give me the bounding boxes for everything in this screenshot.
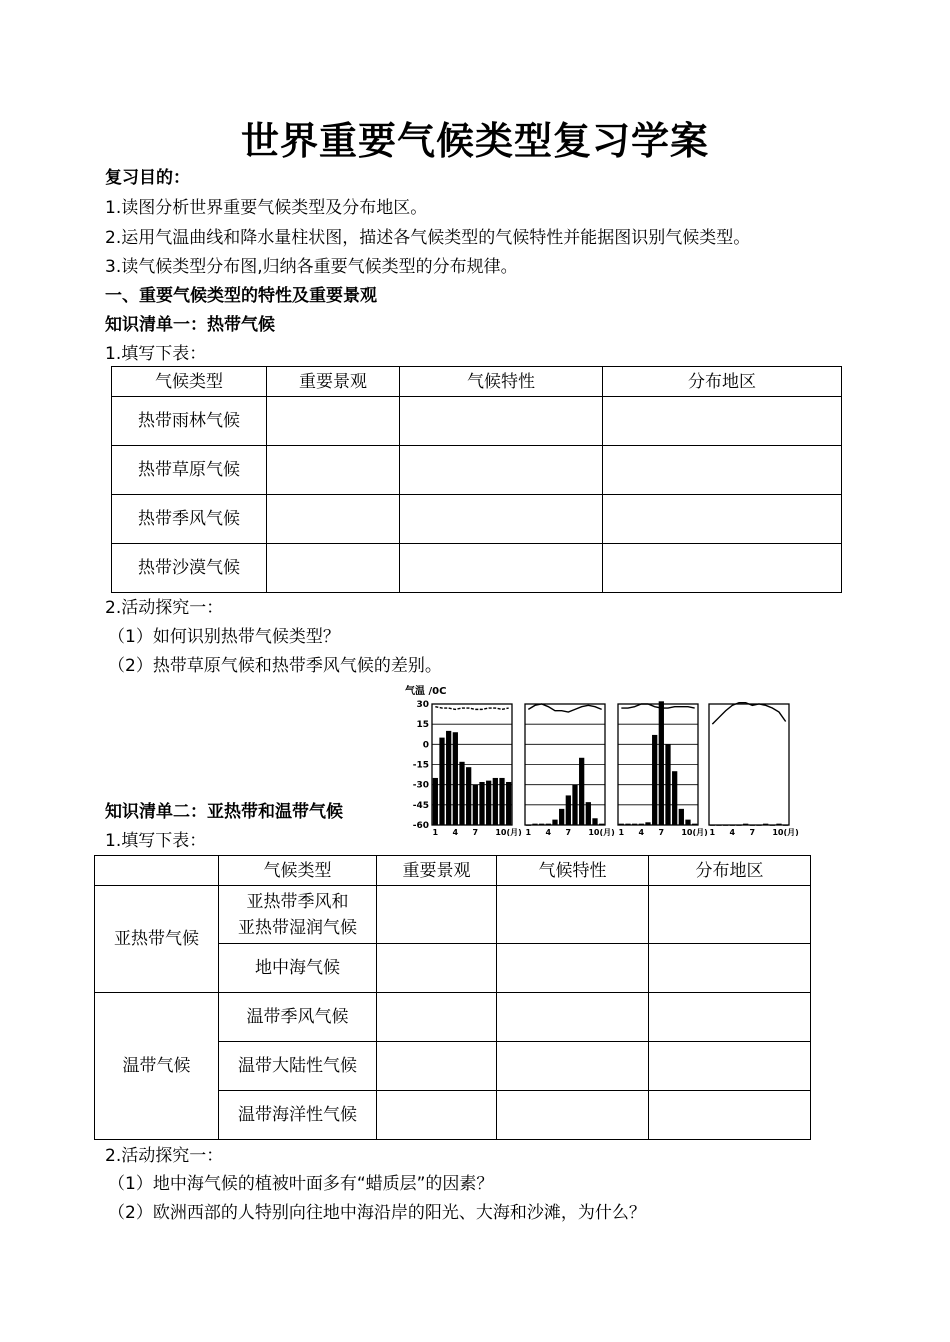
precip-bar [559,809,564,825]
table-row-label: 温带季风气候 [219,993,377,1042]
table-row-label: 热带季风气候 [112,495,267,544]
precip-bar [446,731,451,825]
table-row-label [219,886,377,944]
climate-charts [395,684,805,836]
row-label-line: 亚热带湿润气候 [238,917,357,938]
table-header: 分布地区 [603,367,842,397]
blank-cell[interactable] [377,1042,497,1091]
x-tick-label: 4 [452,828,459,836]
table-header: 气候特性 [497,856,649,886]
y-tick-label: -15 [412,760,429,771]
table-header: 重要景观 [267,367,400,397]
precip-bar [756,825,761,826]
precip-bar [750,825,755,826]
blank-cell[interactable] [377,1091,497,1140]
precip-bar [730,825,735,826]
precip-bar [453,732,458,825]
y-tick-label: -45 [412,800,429,811]
x-tick-label: 10(月) [588,828,615,836]
temperature-line [712,703,785,725]
list1-heading: 知识清单一：热带气候 [105,315,275,335]
y-tick-label: 15 [416,720,429,731]
blank-cell[interactable] [603,495,842,544]
precip-bar [783,825,788,826]
table-row-label: 热带沙漠气候 [112,544,267,593]
precip-bar [532,824,537,825]
blank-cell[interactable] [497,1042,649,1091]
precip-bar [506,782,511,825]
table-row-label: 温带大陆性气候 [219,1042,377,1091]
blank-cell[interactable] [497,993,649,1042]
blank-cell[interactable] [603,446,842,495]
precip-bar [652,735,657,825]
y-tick-label: -30 [412,780,429,791]
blank-cell[interactable] [377,993,497,1042]
precip-bar [672,771,677,825]
blank-cell[interactable] [267,397,400,446]
precip-bar [736,825,741,826]
table-header: 分布地区 [649,856,811,886]
precip-bar [493,778,498,825]
precip-bar [625,824,630,825]
precip-bar [579,758,584,825]
precip-bar [433,778,438,825]
x-tick-label: 4 [545,828,552,836]
table-header: 气候类型 [112,367,267,397]
x-tick-label: 4 [729,828,736,836]
x-tick-label: 10(月) [681,828,708,836]
precip-bar [592,818,597,825]
x-tick-label: 1 [709,828,716,836]
blank-cell[interactable] [603,544,842,593]
x-tick-label: 1 [432,828,439,836]
precip-bar [526,825,531,826]
group-label: 亚热带气候 [95,886,219,993]
blank-cell[interactable] [603,397,842,446]
precip-bar [692,824,697,825]
blank-cell[interactable] [267,446,400,495]
precip-bar [743,824,748,825]
blank-cell[interactable] [649,944,811,993]
table-row-label: 热带雨林气候 [112,397,267,446]
blank-cell[interactable] [267,495,400,544]
table-header: 气候类型 [219,856,377,886]
y-tick-label: 0 [422,740,429,751]
table-header: 气候特性 [400,367,603,397]
x-tick-label: 7 [749,828,756,836]
table-row-label: 地中海气候 [219,944,377,993]
precip-bar [639,824,644,825]
precip-bar [659,701,664,825]
blank-cell[interactable] [400,397,603,446]
precip-bar [546,824,551,825]
precip-bar [539,824,544,825]
section-heading: 一、重要气候类型的特性及重要景观 [105,286,377,306]
tropical-climate-table [111,366,842,593]
x-tick-label: 7 [658,828,665,836]
x-tick-label: 10(月) [772,828,799,836]
goal-item: 3.读气候类型分布图,归纳各重要气候类型的分布规律。 [105,257,518,277]
precip-bar [685,820,690,825]
precip-bar [776,824,781,825]
temperature-line [435,707,508,710]
precip-bar [552,820,557,825]
x-tick-label: 1 [618,828,625,836]
temperature-line [528,704,601,712]
goal-item: 2.运用气温曲线和降水量柱状图，描述各气候类型的气候特性并能据图识别气候类型。 [105,228,751,248]
precip-bar [599,824,604,825]
page-title: 世界重要气候类型复习学案 [240,119,709,163]
precip-bar [566,795,571,825]
precip-bar [665,744,670,825]
precip-bar [586,802,591,825]
blank-cell[interactable] [497,1091,649,1140]
chart-frame [709,704,789,825]
precip-bar [439,738,444,825]
y-tick-label: -60 [412,821,429,831]
table-row-label: 温带海洋性气候 [219,1091,377,1140]
activity-heading: 2.活动探究一： [105,1146,224,1166]
precip-bar [486,781,491,825]
blank-cell[interactable] [377,886,497,944]
blank-cell[interactable] [649,1042,811,1091]
x-tick-label: 4 [638,828,645,836]
group-label: 温带气候 [95,993,219,1140]
blank-cell[interactable] [497,944,649,993]
precip-bar [619,824,624,825]
x-tick-label: 10(月) [495,828,522,836]
precip-bar [466,767,471,825]
precip-bar [645,822,650,825]
blank-cell[interactable] [267,544,400,593]
blank-cell[interactable] [497,886,649,944]
list2-heading: 知识清单二：亚热带和温带气候 [105,802,343,822]
blank-cell[interactable] [400,544,603,593]
x-tick-label: 1 [525,828,532,836]
blank-cell[interactable] [400,446,603,495]
subtropical-temperate-table [94,855,811,1140]
precip-bar [632,824,637,825]
list2-fill-instruction: 1.填写下表： [105,831,207,851]
goal-item: 1.读图分析世界重要气候类型及分布地区。 [105,198,428,218]
blank-cell[interactable] [649,993,811,1042]
blank-cell[interactable] [377,944,497,993]
blank-cell[interactable] [400,495,603,544]
precip-bar [710,825,715,826]
precip-bar [763,824,768,825]
row-label-line: 亚热带季风和 [246,891,349,912]
precip-bar [679,809,684,825]
question: （1）如何识别热带气候类型？ [108,627,340,647]
table-header: 重要景观 [377,856,497,886]
activity-heading: 2.活动探究一： [105,598,224,618]
x-tick-label: 7 [565,828,572,836]
precip-bar [499,778,504,825]
table-row-label: 热带草原气候 [112,446,267,495]
question: （2）热带草原气候和热带季风气候的差别。 [108,656,442,676]
precip-bar [459,762,464,825]
list1-fill-instruction: 1.填写下表： [105,344,207,364]
precip-bar [572,785,577,825]
blank-cell[interactable] [649,886,811,944]
table-header [95,856,219,886]
goals-heading: 复习目的： [105,168,190,188]
y-axis-label: 气温 /0C [405,686,447,697]
precip-bar [479,782,484,825]
question: （1）地中海气候的植被叶面多有“蜡质层”的因素？ [108,1174,494,1194]
question: （2）欧洲西部的人特别向往地中海沿岸的阳光、大海和沙滩，为什么？ [108,1203,646,1223]
blank-cell[interactable] [649,1091,811,1140]
precip-bar [473,785,478,825]
x-tick-label: 7 [472,828,479,836]
precip-bar [770,825,775,826]
precip-bar [723,825,728,826]
y-tick-label: 30 [416,700,429,710]
precip-bar [716,825,721,826]
